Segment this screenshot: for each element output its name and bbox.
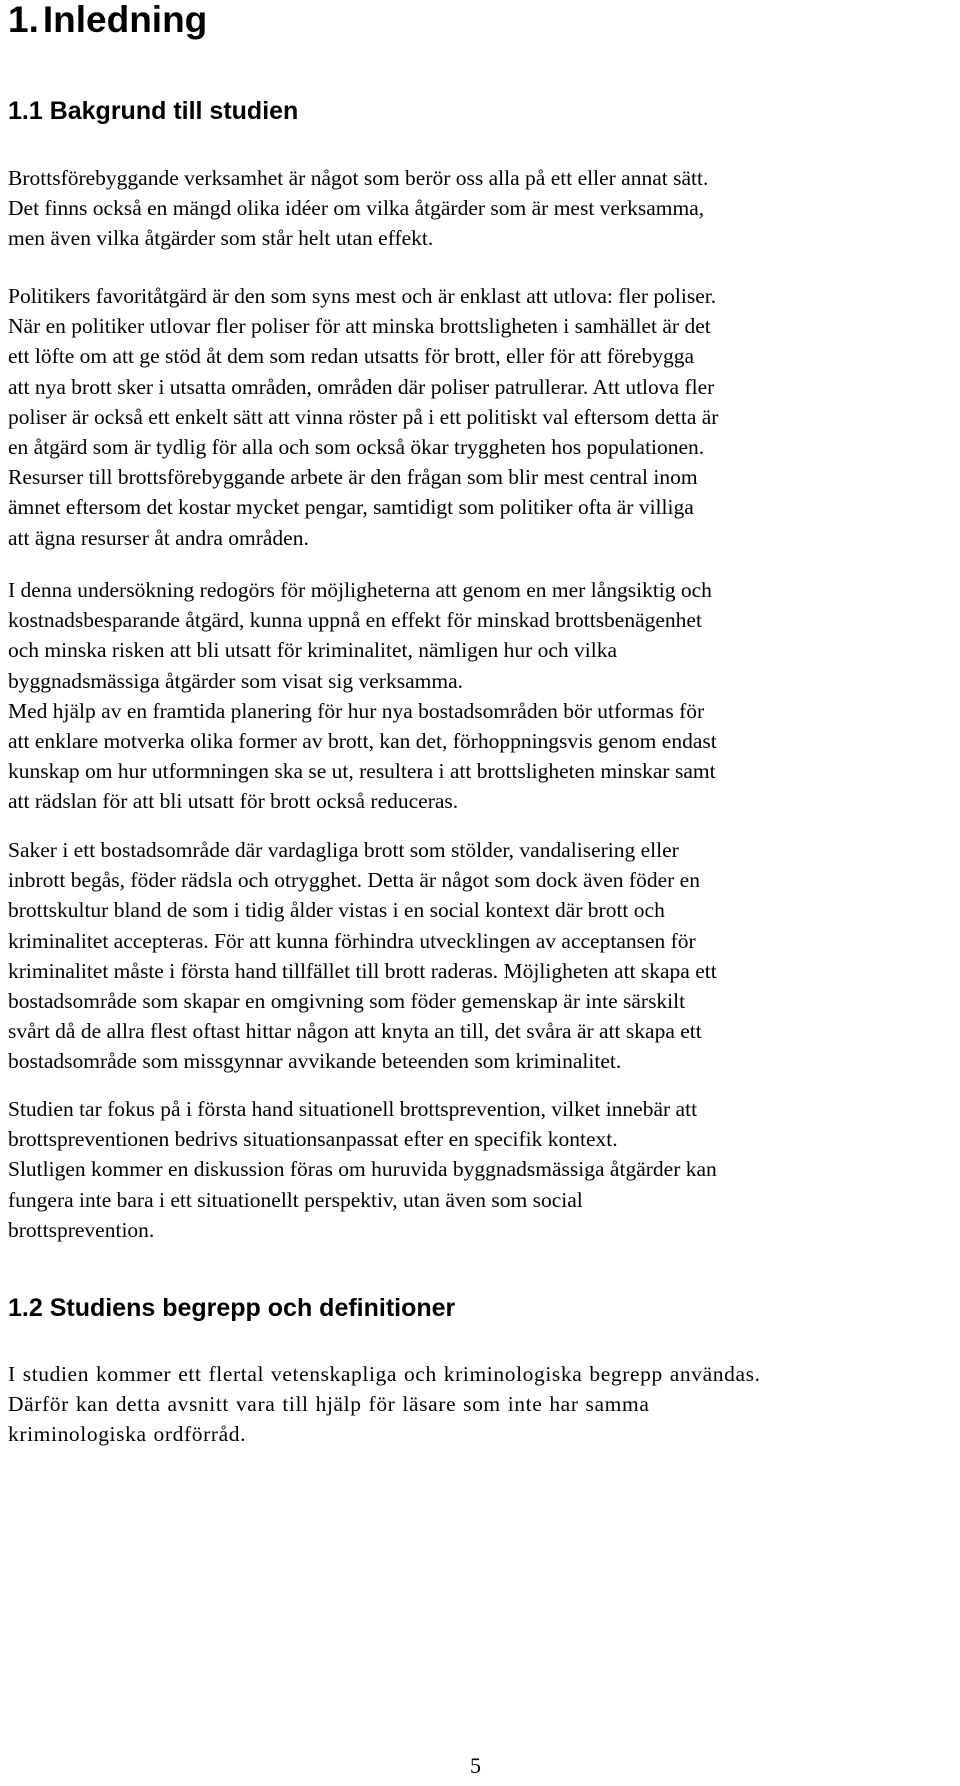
text-line: att nya brott sker i utsatta områden, områden där poliser patrullerar. Att utlova fler [8, 374, 715, 399]
paragraph [8, 575, 943, 817]
chapter-heading [8, 0, 207, 40]
text-line: I studien kommer ett flertal vetenskapliga och kriminologiska begrepp användas. [8, 1362, 761, 1386]
text-line: att enklare motverka olika former av brott, kan det, förhoppningsvis genom endast [8, 729, 717, 754]
text-line: inbrott begås, föder rädsla och otrygghet. Detta är något som dock även föder en [8, 868, 700, 893]
text-line: bostadsområde som skapar en omgivning som föder gemenskap är inte särskilt [8, 989, 686, 1014]
text-line: kostnadsbesparande åtgärd, kunna uppnå en effekt för minskad brottsbenägenhet [8, 608, 702, 633]
text-line: kriminologiska ordförråd. [8, 1422, 247, 1447]
section-heading-1-2: 1.2 Studiens begrepp och definitioner [8, 1294, 456, 1322]
text-line: att rädslan för att bli utsatt för brott också reduceras. [8, 789, 459, 814]
text-line: men även vilka åtgärder som står helt utan effekt. [8, 226, 434, 251]
text-line: brottsprevention. [8, 1217, 155, 1242]
text-line: ett löfte om att ge stöd åt dem som redan utsatts för brott, eller för att förebygga [8, 344, 695, 369]
paragraph [8, 835, 943, 1077]
text-line: en åtgärd som är tydlig för alla och som också ökar tryggheten hos populationen. [8, 435, 705, 460]
text-line: byggnadsmässiga åtgärder som visat sig verksamma. [8, 668, 463, 693]
text-line: Brottsförebyggande verksamhet är något som berör oss alla på ett eller annat sätt. [8, 166, 709, 190]
text-line: ämnet eftersom det kostar mycket pengar, samtidigt som politiker ofta är villiga [8, 495, 694, 520]
text-line: och minska risken att bli utsatt för kriminalitet, nämligen hur och vilka [8, 638, 618, 663]
text-line: poliser är också ett enkelt sätt att vinna röster på i ett politiskt val eftersom detta är [8, 404, 719, 429]
chapter-number: 1. [8, 0, 39, 40]
text-line: I denna undersökning redogörs för möjligheterna att genom en mer långsiktig och [8, 578, 712, 602]
text-line: Saker i ett bostadsområde där vardagliga brott som stölder, vandalisering eller [8, 838, 679, 862]
text-line: kriminalitet accepteras. För att kunna förhindra utvecklingen av acceptansen för [8, 928, 696, 953]
text-line: Studien tar fokus på i första hand situationell brottsprevention, vilket innebär att [8, 1097, 698, 1121]
text-line: Det finns också en mängd olika idéer om vilka åtgärder som är mest verksamma, [8, 196, 705, 221]
text-line: Med hjälp av en framtida planering för hur nya bostadsområden bör utformas för [8, 698, 705, 723]
text-line: kriminalitet måste i första hand tillfället till brott raderas. Möjligheten att skapa ett [8, 958, 717, 983]
text-line: Politikers favoritåtgärd är den som syns mest och är enklast att utlova: fler poliser. [8, 284, 717, 308]
text-line: När en politiker utlovar fler poliser för att minska brottsligheten i samhället är det [8, 314, 711, 339]
section-heading-1-1: 1.1 Bakgrund till studien [8, 97, 299, 125]
page-number: 5 [470, 1753, 481, 1778]
text-line: brottspreventionen bedrivs situationsanpassat efter en specifik kontext. [8, 1127, 618, 1152]
text-line: kunskap om hur utformningen ska se ut, resultera i att brottsligheten minskar samt [8, 759, 716, 784]
text-line: bostadsområde som missgynnar avvikande beteenden som kriminalitet. [8, 1049, 622, 1074]
text-line: brottskultur bland de som i tidig ålder vistas i en social kontext där brott och [8, 898, 665, 923]
text-line: Resurser till brottsförebyggande arbete är den frågan som blir mest central inom [8, 465, 698, 490]
text-line: Slutligen kommer en diskussion föras om huruvida byggnadsmässiga åtgärder kan [8, 1157, 717, 1182]
text-line: svårt då de allra flest oftast hittar någon att knyta an till, det svåra är att skapa ett [8, 1019, 702, 1044]
paragraph [8, 281, 943, 553]
paragraph [8, 163, 943, 254]
text-line: att ägna resurser åt andra områden. [8, 525, 309, 550]
text-line: fungera inte bara i ett situationellt perspektiv, utan även som social [8, 1187, 583, 1212]
chapter-title: Inledning [42, 0, 208, 40]
text-line: Därför kan detta avsnitt vara till hjälp för läsare som inte har samma [8, 1392, 650, 1417]
paragraph [8, 1094, 943, 1245]
paragraph [8, 1359, 943, 1450]
